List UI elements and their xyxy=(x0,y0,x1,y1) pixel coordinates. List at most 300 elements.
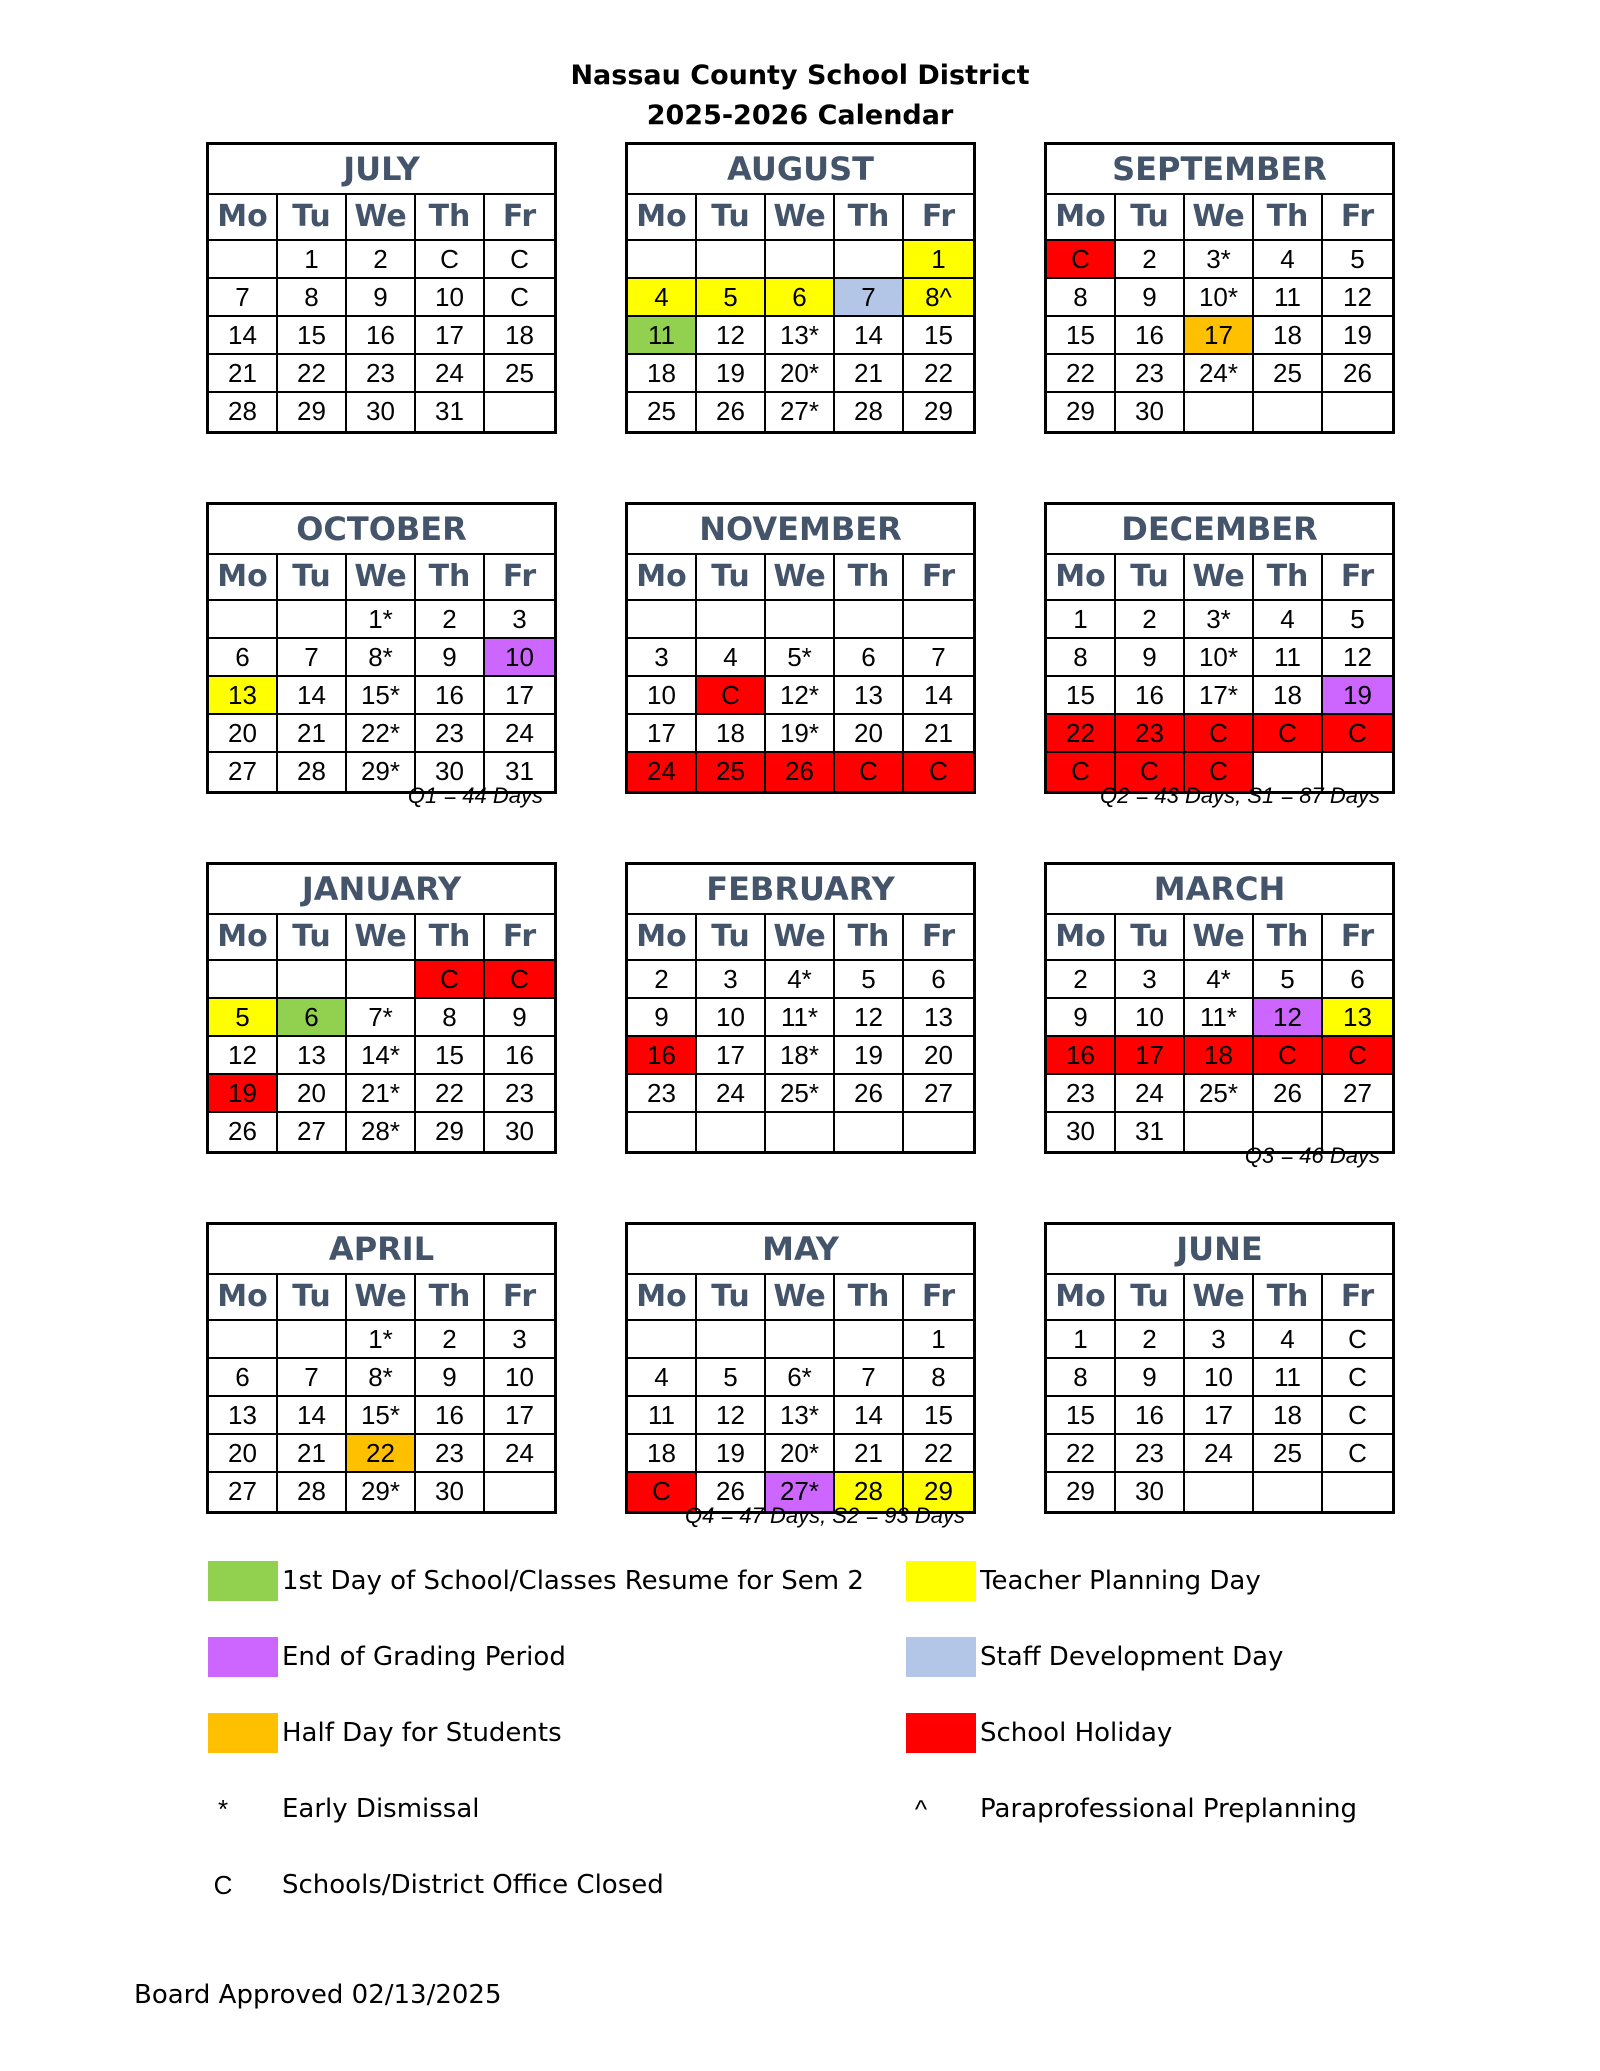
day-cell: 6 xyxy=(209,1359,278,1397)
day-cell xyxy=(485,393,554,431)
day-cell: 19 xyxy=(1323,677,1392,715)
day-cell: 28* xyxy=(347,1113,416,1151)
day-cell: C xyxy=(1323,1037,1392,1075)
day-cell: 29 xyxy=(278,393,347,431)
weekday-header: Fr xyxy=(485,555,554,601)
day-cell: 3* xyxy=(1185,241,1254,279)
day-cell: 5 xyxy=(1254,961,1323,999)
day-cell: 21 xyxy=(904,715,973,753)
day-cell: 22 xyxy=(278,355,347,393)
day-cell: 14* xyxy=(347,1037,416,1075)
day-cell: 18* xyxy=(766,1037,835,1075)
day-cell: 31 xyxy=(1116,1113,1185,1151)
day-cell: 20* xyxy=(766,355,835,393)
month-june xyxy=(1044,1222,1395,1514)
weekday-header: We xyxy=(766,555,835,601)
day-cell: 26 xyxy=(1323,355,1392,393)
weekday-header: Tu xyxy=(1116,1275,1185,1321)
day-cell: 17 xyxy=(416,317,485,355)
day-cell: 30 xyxy=(416,1473,485,1511)
day-cell xyxy=(1254,393,1323,431)
day-cell: 14 xyxy=(835,1397,904,1435)
month-november xyxy=(625,502,976,794)
day-cell: 16 xyxy=(347,317,416,355)
day-cell: C xyxy=(485,241,554,279)
day-cell xyxy=(766,601,835,639)
day-cell: 29 xyxy=(1047,393,1116,431)
day-cell: 1 xyxy=(904,1321,973,1359)
day-cell: C xyxy=(1185,715,1254,753)
weekday-header: Tu xyxy=(278,1275,347,1321)
day-cell xyxy=(628,1321,697,1359)
q4-note: Q4 = 47 Days, S2 = 93 Days xyxy=(684,1503,965,1528)
day-cell: C xyxy=(1323,1321,1392,1359)
q3-note: Q3 = 46 Days xyxy=(1244,1143,1380,1168)
day-cell xyxy=(697,1321,766,1359)
day-cell: 19 xyxy=(1323,317,1392,355)
day-cell: 8 xyxy=(1047,639,1116,677)
day-cell: 4* xyxy=(766,961,835,999)
day-cell: 2 xyxy=(1116,1321,1185,1359)
document-title: Nassau County School District xyxy=(570,60,1030,91)
day-cell: 18 xyxy=(697,715,766,753)
day-cell xyxy=(835,241,904,279)
day-cell: 9 xyxy=(1116,279,1185,317)
day-cell: 12 xyxy=(835,999,904,1037)
day-cell: 6 xyxy=(278,999,347,1037)
day-cell: 23 xyxy=(1116,1435,1185,1473)
day-cell: 16 xyxy=(1116,677,1185,715)
day-cell: C xyxy=(1254,1037,1323,1075)
day-cell: 23 xyxy=(628,1075,697,1113)
day-cell: 24 xyxy=(1116,1075,1185,1113)
day-cell: 23 xyxy=(347,355,416,393)
day-cell: 19 xyxy=(209,1075,278,1113)
day-cell: 5 xyxy=(209,999,278,1037)
month-name: MAY xyxy=(628,1225,973,1275)
day-cell: 15 xyxy=(1047,677,1116,715)
day-cell: 18 xyxy=(1254,677,1323,715)
day-cell: 3* xyxy=(1185,601,1254,639)
day-cell: 5* xyxy=(766,639,835,677)
day-cell: 29 xyxy=(416,1113,485,1151)
day-cell: 3 xyxy=(485,1321,554,1359)
legend-label: Paraprofessional Preplanning xyxy=(980,1794,1358,1824)
day-cell xyxy=(628,1113,697,1151)
weekday-header: Mo xyxy=(1047,555,1116,601)
day-cell: 11 xyxy=(628,1397,697,1435)
day-cell: 30 xyxy=(1047,1113,1116,1151)
weekday-header: We xyxy=(1185,1275,1254,1321)
day-cell: 29 xyxy=(1047,1473,1116,1511)
day-cell: 15* xyxy=(347,677,416,715)
weekday-header: Mo xyxy=(209,915,278,961)
weekday-header: We xyxy=(1185,555,1254,601)
day-cell: 14 xyxy=(835,317,904,355)
day-cell: 13 xyxy=(1323,999,1392,1037)
day-cell: 13 xyxy=(209,677,278,715)
day-cell: 25 xyxy=(1254,1435,1323,1473)
day-cell xyxy=(835,601,904,639)
q1-note: Q1 = 44 Days xyxy=(407,783,543,808)
day-cell: 4 xyxy=(1254,241,1323,279)
day-cell xyxy=(766,1113,835,1151)
day-cell: 3 xyxy=(628,639,697,677)
weekday-header: Th xyxy=(416,555,485,601)
day-cell: 24 xyxy=(416,355,485,393)
weekday-header: Mo xyxy=(1047,915,1116,961)
day-cell: 9 xyxy=(416,639,485,677)
day-cell: 20 xyxy=(278,1075,347,1113)
month-name: APRIL xyxy=(209,1225,554,1275)
day-cell: 1 xyxy=(1047,1321,1116,1359)
day-cell: 6 xyxy=(766,279,835,317)
day-cell: 22 xyxy=(904,1435,973,1473)
day-cell: 11 xyxy=(1254,639,1323,677)
weekday-header: Tu xyxy=(697,195,766,241)
weekday-header: Fr xyxy=(904,195,973,241)
day-cell xyxy=(628,601,697,639)
day-cell: 9 xyxy=(1116,1359,1185,1397)
day-cell: 8^ xyxy=(904,279,973,317)
day-cell: 9 xyxy=(628,999,697,1037)
day-cell: 10 xyxy=(1116,999,1185,1037)
day-cell: 19 xyxy=(835,1037,904,1075)
month-march xyxy=(1044,862,1395,1154)
weekday-header: We xyxy=(1185,195,1254,241)
day-cell: 23 xyxy=(1047,1075,1116,1113)
day-cell: C xyxy=(1047,241,1116,279)
weekday-header: Tu xyxy=(278,555,347,601)
day-cell: 26 xyxy=(766,753,835,791)
weekday-header: Tu xyxy=(697,915,766,961)
day-cell: 17 xyxy=(485,1397,554,1435)
day-cell: 11 xyxy=(628,317,697,355)
day-cell xyxy=(209,601,278,639)
day-cell: 12* xyxy=(766,677,835,715)
day-cell: 27* xyxy=(766,393,835,431)
day-cell: 4 xyxy=(628,1359,697,1397)
day-cell: 10* xyxy=(1185,279,1254,317)
day-cell: 7 xyxy=(904,639,973,677)
day-cell: 15 xyxy=(904,1397,973,1435)
month-name: JULY xyxy=(209,145,554,195)
weekday-header: Fr xyxy=(485,195,554,241)
day-cell: 12 xyxy=(1323,639,1392,677)
day-cell: C xyxy=(904,753,973,791)
day-cell: 14 xyxy=(278,677,347,715)
day-cell: 17 xyxy=(485,677,554,715)
weekday-header: Th xyxy=(1254,1275,1323,1321)
day-cell: 11* xyxy=(766,999,835,1037)
weekday-header: Fr xyxy=(485,1275,554,1321)
day-cell: 17 xyxy=(697,1037,766,1075)
day-cell: C xyxy=(416,961,485,999)
weekday-header: Th xyxy=(835,555,904,601)
day-cell: 19 xyxy=(697,1435,766,1473)
day-cell: 15 xyxy=(1047,317,1116,355)
day-cell: 13* xyxy=(766,317,835,355)
weekday-header: Tu xyxy=(278,915,347,961)
weekday-header: Th xyxy=(416,915,485,961)
day-cell: 16 xyxy=(1116,317,1185,355)
day-cell: 29 xyxy=(904,1473,973,1511)
day-cell: 7 xyxy=(278,1359,347,1397)
weekday-header: Fr xyxy=(1323,915,1392,961)
day-cell: 13 xyxy=(904,999,973,1037)
day-cell: 25* xyxy=(766,1075,835,1113)
day-cell: 23 xyxy=(416,1435,485,1473)
day-cell: C xyxy=(1323,1359,1392,1397)
day-cell: C xyxy=(1254,715,1323,753)
day-cell: 10 xyxy=(416,279,485,317)
day-cell: 4 xyxy=(1254,601,1323,639)
board-approved-footer: Board Approved 02/13/2025 xyxy=(134,1980,502,2010)
day-cell: 18 xyxy=(485,317,554,355)
legend-label: Teacher Planning Day xyxy=(980,1566,1261,1596)
weekday-header: Fr xyxy=(904,1275,973,1321)
day-cell: 18 xyxy=(628,1435,697,1473)
day-cell: 22 xyxy=(1047,355,1116,393)
day-cell: 16 xyxy=(416,677,485,715)
day-cell xyxy=(1323,393,1392,431)
day-cell: 24 xyxy=(485,1435,554,1473)
day-cell: 29* xyxy=(347,753,416,791)
day-cell: 24* xyxy=(1185,355,1254,393)
month-july xyxy=(206,142,557,434)
weekday-header: Fr xyxy=(904,555,973,601)
weekday-header: We xyxy=(347,915,416,961)
day-cell: 24 xyxy=(1185,1435,1254,1473)
day-cell: 9 xyxy=(416,1359,485,1397)
day-cell: 16 xyxy=(628,1037,697,1075)
weekday-header: We xyxy=(347,1275,416,1321)
day-cell: 19 xyxy=(697,355,766,393)
day-cell: 15* xyxy=(347,1397,416,1435)
month-name: AUGUST xyxy=(628,145,973,195)
day-cell: 24 xyxy=(485,715,554,753)
day-cell: 9 xyxy=(347,279,416,317)
asterisk-symbol: * xyxy=(217,1794,229,1824)
day-cell: 14 xyxy=(278,1397,347,1435)
day-cell: 25 xyxy=(1254,355,1323,393)
day-cell: 22* xyxy=(347,715,416,753)
day-cell: 21 xyxy=(835,1435,904,1473)
day-cell: 29* xyxy=(347,1473,416,1511)
weekday-header: Th xyxy=(1254,915,1323,961)
day-cell: 26 xyxy=(697,1473,766,1511)
day-cell: 17 xyxy=(1116,1037,1185,1075)
day-cell: 13* xyxy=(766,1397,835,1435)
day-cell: 5 xyxy=(1323,601,1392,639)
day-cell: 10* xyxy=(1185,639,1254,677)
day-cell: 23 xyxy=(1116,355,1185,393)
day-cell: 20 xyxy=(835,715,904,753)
day-cell: 12 xyxy=(1254,999,1323,1037)
day-cell xyxy=(835,1321,904,1359)
day-cell: 28 xyxy=(209,393,278,431)
day-cell: 26 xyxy=(697,393,766,431)
day-cell: 3 xyxy=(697,961,766,999)
day-cell: 21 xyxy=(835,355,904,393)
day-cell: C xyxy=(1047,753,1116,791)
month-name: NOVEMBER xyxy=(628,505,973,555)
day-cell: 23 xyxy=(485,1075,554,1113)
day-cell: 20 xyxy=(209,715,278,753)
day-cell xyxy=(835,1113,904,1151)
day-cell: 1* xyxy=(347,601,416,639)
caret-symbol: ^ xyxy=(914,1794,928,1824)
day-cell xyxy=(1323,1473,1392,1511)
weekday-header: Mo xyxy=(628,915,697,961)
day-cell: 11 xyxy=(1254,1359,1323,1397)
day-cell: 2 xyxy=(628,961,697,999)
day-cell xyxy=(697,241,766,279)
month-name: MARCH xyxy=(1047,865,1392,915)
weekday-header: Mo xyxy=(1047,1275,1116,1321)
weekday-header: We xyxy=(766,1275,835,1321)
day-cell: 2 xyxy=(416,1321,485,1359)
weekday-header: Th xyxy=(416,195,485,241)
legend-label: Schools/District Office Closed xyxy=(282,1870,664,1900)
weekday-header: Fr xyxy=(1323,1275,1392,1321)
weekday-header: Tu xyxy=(1116,555,1185,601)
day-cell: 8 xyxy=(904,1359,973,1397)
day-cell: 16 xyxy=(485,1037,554,1075)
month-october xyxy=(206,502,557,794)
red-swatch xyxy=(906,1713,976,1753)
month-name: JANUARY xyxy=(209,865,554,915)
day-cell: 23 xyxy=(1116,715,1185,753)
day-cell: 19* xyxy=(766,715,835,753)
legend-label: 1st Day of School/Classes Resume for Sem 2 xyxy=(282,1566,864,1596)
day-cell: 8 xyxy=(416,999,485,1037)
weekday-header: Th xyxy=(1254,195,1323,241)
day-cell: 30 xyxy=(416,753,485,791)
day-cell: C xyxy=(1323,715,1392,753)
day-cell: 16 xyxy=(416,1397,485,1435)
weekday-header: Fr xyxy=(1323,195,1392,241)
day-cell: 22 xyxy=(904,355,973,393)
month-august xyxy=(625,142,976,434)
day-cell: 8 xyxy=(1047,1359,1116,1397)
day-cell: 18 xyxy=(628,355,697,393)
day-cell: 8* xyxy=(347,1359,416,1397)
q2-note: Q2 = 43 Days, S1 = 87 Days xyxy=(1099,783,1380,808)
day-cell xyxy=(278,601,347,639)
month-name: SEPTEMBER xyxy=(1047,145,1392,195)
day-cell: 12 xyxy=(697,1397,766,1435)
day-cell: 13 xyxy=(835,677,904,715)
day-cell: 23 xyxy=(416,715,485,753)
day-cell: 12 xyxy=(209,1037,278,1075)
legend-label: Half Day for Students xyxy=(282,1718,562,1748)
day-cell: 15 xyxy=(416,1037,485,1075)
day-cell xyxy=(1254,1473,1323,1511)
weekday-header: Fr xyxy=(485,915,554,961)
day-cell: C xyxy=(1116,753,1185,791)
day-cell: 27 xyxy=(1323,1075,1392,1113)
legend-label: School Holiday xyxy=(980,1718,1173,1748)
day-cell: 16 xyxy=(1047,1037,1116,1075)
day-cell: 3 xyxy=(485,601,554,639)
day-cell: 24 xyxy=(697,1075,766,1113)
day-cell: 1* xyxy=(347,1321,416,1359)
day-cell: 14 xyxy=(904,677,973,715)
day-cell: 10 xyxy=(485,1359,554,1397)
weekday-header: We xyxy=(347,555,416,601)
day-cell: 25 xyxy=(628,393,697,431)
day-cell: 7 xyxy=(278,639,347,677)
day-cell: 26 xyxy=(1254,1075,1323,1113)
day-cell: 21 xyxy=(278,1435,347,1473)
day-cell: 4 xyxy=(697,639,766,677)
day-cell: 2 xyxy=(1116,601,1185,639)
month-february xyxy=(625,862,976,1154)
day-cell xyxy=(766,1321,835,1359)
day-cell: 17* xyxy=(1185,677,1254,715)
blue-swatch xyxy=(906,1637,976,1677)
day-cell: 27 xyxy=(209,753,278,791)
day-cell: 3 xyxy=(1185,1321,1254,1359)
day-cell: C xyxy=(1185,753,1254,791)
day-cell: 18 xyxy=(1254,1397,1323,1435)
day-cell: 30 xyxy=(505,1116,534,1146)
day-cell: 5 xyxy=(1323,241,1392,279)
day-cell: 6 xyxy=(1323,961,1392,999)
yellow-swatch xyxy=(906,1561,976,1601)
weekday-header: Mo xyxy=(209,195,278,241)
day-cell xyxy=(209,241,278,279)
day-cell: 28 xyxy=(278,1473,347,1511)
day-cell: 25 xyxy=(697,753,766,791)
day-cell: 3 xyxy=(1116,961,1185,999)
day-cell: 21* xyxy=(347,1075,416,1113)
day-cell: 20* xyxy=(766,1435,835,1473)
weekday-header: Fr xyxy=(904,915,973,961)
day-cell: 27* xyxy=(766,1473,835,1511)
day-cell: 7* xyxy=(347,999,416,1037)
weekday-header: Tu xyxy=(697,1275,766,1321)
day-cell: 2 xyxy=(1047,961,1116,999)
day-cell xyxy=(1185,393,1254,431)
day-cell: 13 xyxy=(278,1037,347,1075)
day-cell: 27 xyxy=(904,1075,973,1113)
day-cell: 10 xyxy=(628,677,697,715)
day-cell: 31 xyxy=(505,756,534,786)
day-cell: 24 xyxy=(628,753,697,791)
legend-label: End of Grading Period xyxy=(282,1642,566,1672)
day-cell: 12 xyxy=(1323,279,1392,317)
c-symbol: C xyxy=(213,1870,233,1900)
legend-label: Early Dismissal xyxy=(282,1794,480,1824)
day-cell: 28 xyxy=(835,393,904,431)
day-cell: C xyxy=(1323,1435,1392,1473)
day-cell: 15 xyxy=(278,317,347,355)
day-cell: 26 xyxy=(209,1113,278,1151)
day-cell: 9 xyxy=(1116,639,1185,677)
day-cell: 18 xyxy=(1185,1037,1254,1075)
day-cell xyxy=(278,961,347,999)
month-april xyxy=(206,1222,557,1514)
day-cell: 14 xyxy=(209,317,278,355)
day-cell: 17 xyxy=(628,715,697,753)
day-cell: 5 xyxy=(835,961,904,999)
weekday-header: Mo xyxy=(1047,195,1116,241)
day-cell: 20 xyxy=(209,1435,278,1473)
weekday-header: Th xyxy=(835,195,904,241)
weekday-header: Tu xyxy=(1116,915,1185,961)
